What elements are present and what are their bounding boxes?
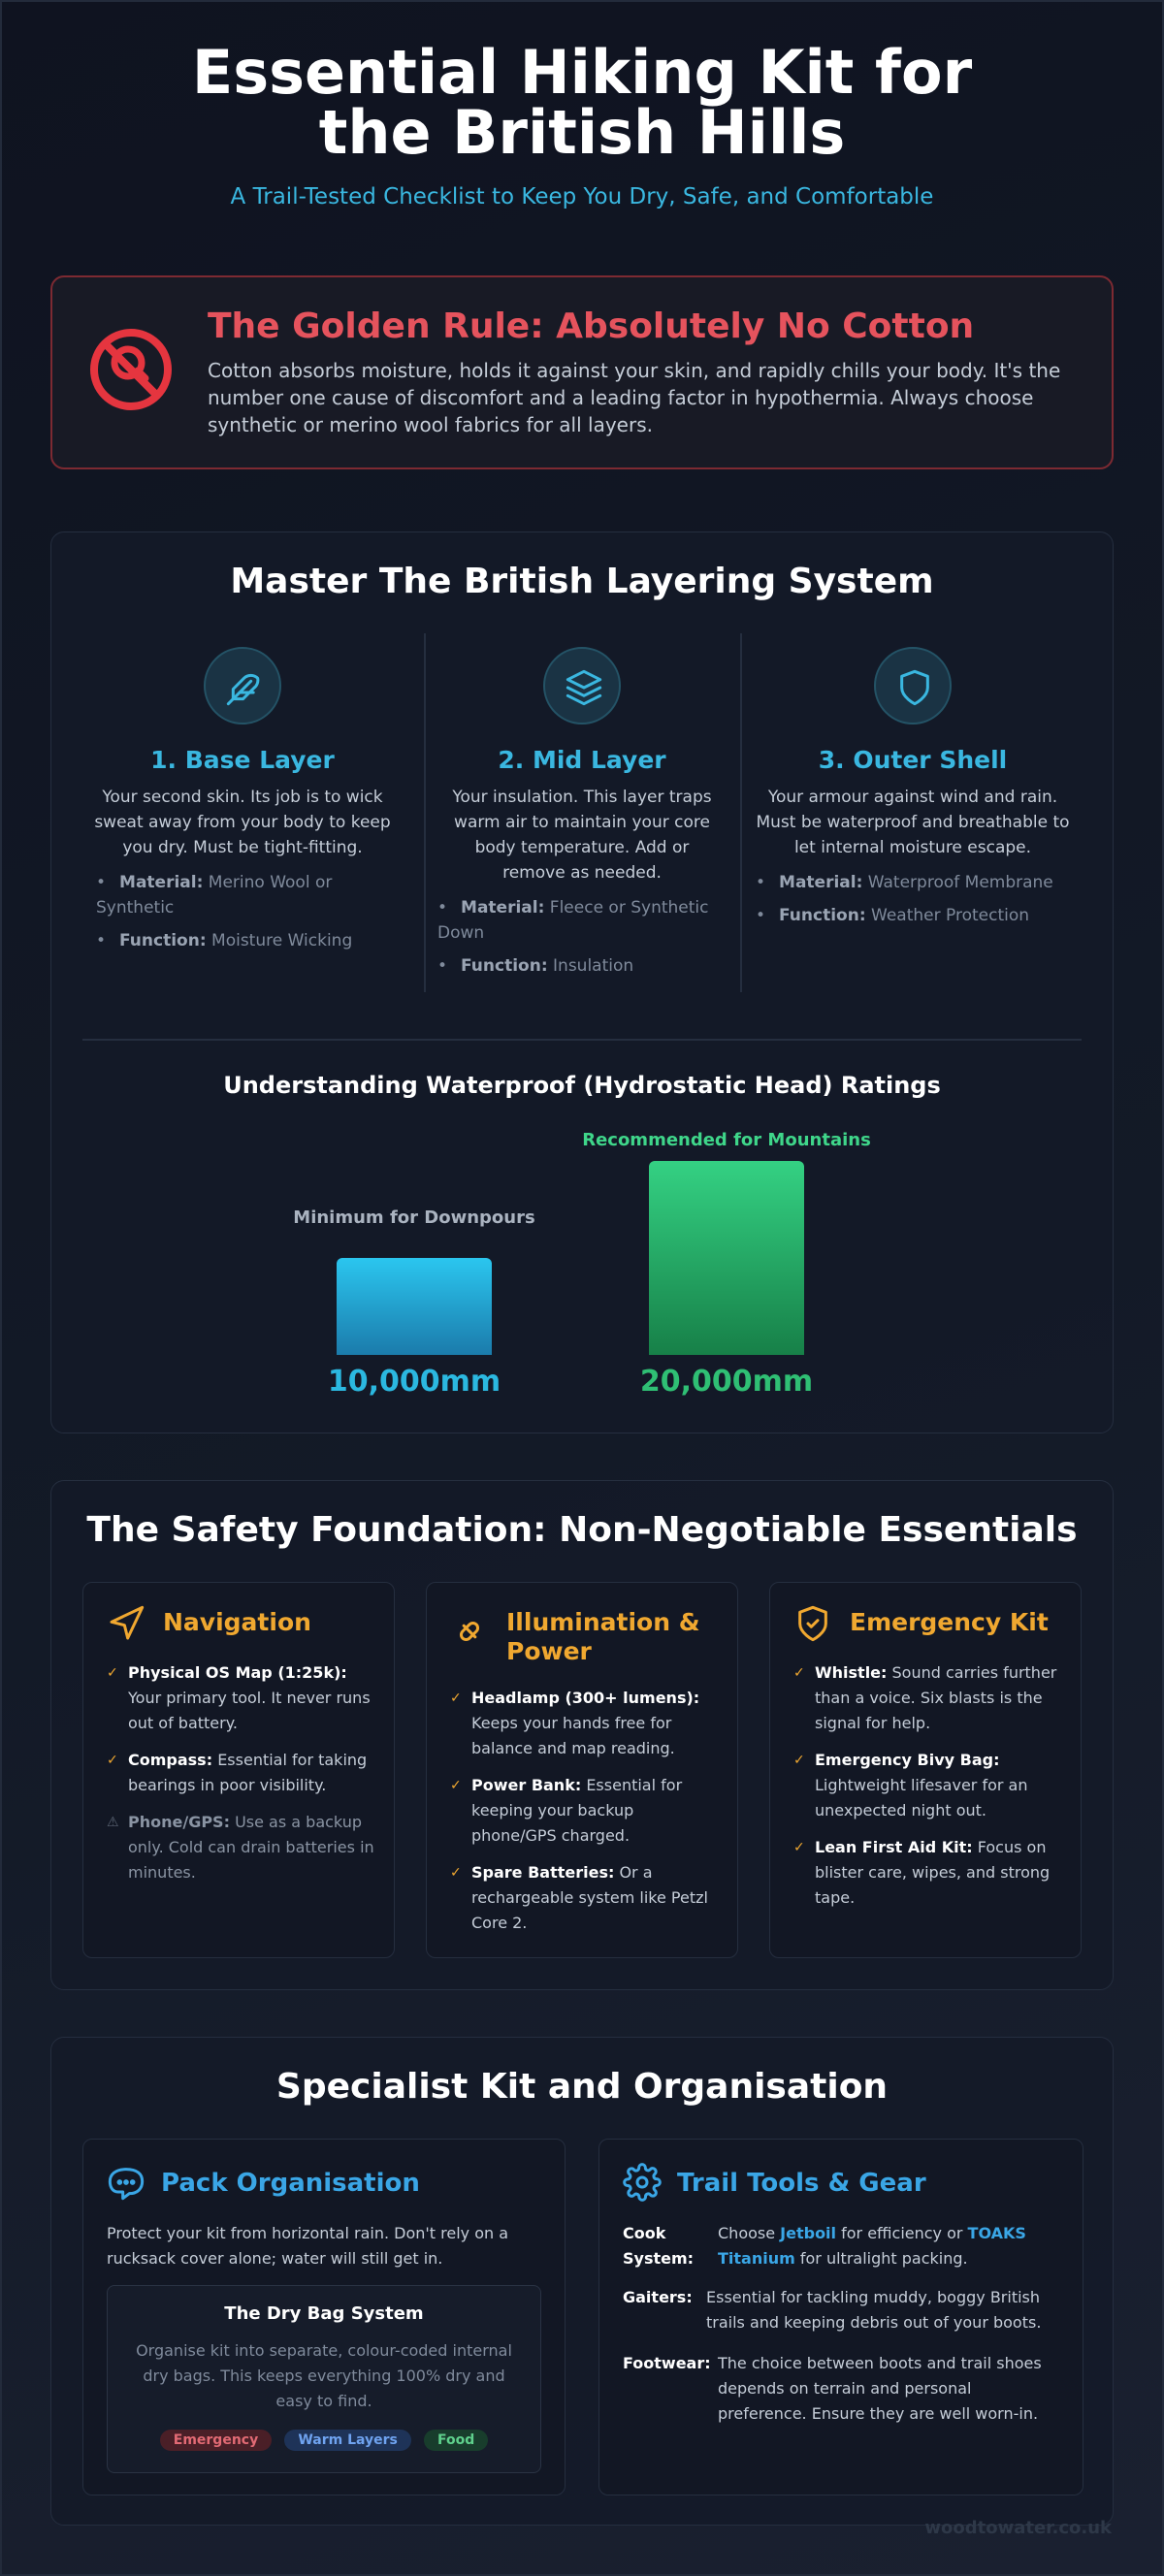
layers-icon	[543, 647, 621, 724]
list-item: ✓ Power Bank: Essential for keeping your backup phone/GPS charged.	[450, 1773, 720, 1849]
check-icon: ✓	[793, 1753, 805, 1768]
list-item: • Function: Moisture Wicking	[96, 931, 353, 950]
waterproof-bar	[337, 1258, 492, 1355]
list-item: • Material: Fleece or Synthetic Down	[437, 898, 709, 943]
mid-layer-description: Your insulation. This layer traps warm air to maintain your core body temperature. Add or remove as needed.	[452, 788, 712, 883]
illumination-list	[450, 1686, 720, 1948]
gear-icon	[623, 2163, 662, 2202]
waterproof-bar-label: Recommended for Mountains	[582, 1130, 871, 1150]
cook-system-row	[623, 2221, 1059, 2275]
list-item: ✓ Headlamp (300+ lumens): Keeps your hands free for balance and map reading.	[450, 1686, 720, 1761]
base-layer-column	[82, 629, 403, 979]
pack-organisation-text: Protect your kit from horizontal rain. Don't rely on a rucksack cover alone; water will still get in.	[107, 2224, 509, 2268]
waterproof-value: 20,000mm	[639, 1365, 814, 1399]
waterproof-title: Understanding Waterproof (Hydrostatic Head) Ratings	[223, 1072, 941, 1099]
golden-rule-card	[50, 275, 1114, 469]
dry-bag-box	[107, 2285, 541, 2473]
outer-shell-description: Your armour against wind and rain. Must be waterproof and breathable to let internal moisture escape.	[756, 788, 1070, 857]
outer-shell-specs	[756, 870, 1074, 936]
pack-organisation-title: Pack Organisation	[161, 2169, 420, 2198]
tag-emergency: Emergency	[160, 2430, 272, 2451]
waterproof-bar	[649, 1161, 804, 1355]
navigation-title: Navigation	[163, 1608, 311, 1636]
check-icon: ✓	[793, 1665, 805, 1681]
outer-shell-column	[742, 629, 1083, 979]
list-item: ⚠ Phone/GPS: Use as a backup only. Cold can drain batteries in minutes.	[107, 1810, 376, 1885]
outer-shell-name: 3. Outer Shell	[818, 746, 1008, 774]
feather-icon	[204, 647, 281, 724]
footwear-label: Footwear:	[623, 2354, 711, 2372]
list-item: • Material: Waterproof Membrane	[756, 873, 1053, 892]
check-icon: ✓	[450, 1690, 462, 1706]
gaiters-row	[623, 2285, 1059, 2339]
section-divider	[82, 1039, 1082, 1041]
illumination-card	[426, 1582, 738, 1958]
cook-system-label: Cook System:	[623, 2224, 695, 2268]
layering-title: Master The British Layering System	[230, 562, 934, 601]
check-icon: ✓	[793, 1840, 805, 1855]
page-header	[0, 37, 1164, 209]
shield-check-icon	[793, 1604, 832, 1643]
mid-layer-specs	[437, 895, 730, 986]
list-item: • Material: Merino Wool or Synthetic	[96, 873, 333, 918]
base-layer-description: Your second skin. Its job is to wick sweat away from your body to keep you dry. Must be tight-fitting.	[94, 788, 391, 857]
page-title: Essential Hiking Kit for the British Hills	[191, 37, 973, 168]
specialist-section	[50, 2037, 1114, 2526]
check-icon: ✓	[450, 1865, 462, 1881]
list-item: ✓ Spare Batteries: Or a rechargeable system like Petzl Core 2.	[450, 1860, 720, 1936]
list-item: ✓ Whistle: Sound carries further than a voice. Six blasts is the signal for help.	[793, 1660, 1063, 1736]
no-cotton-icon	[87, 326, 175, 413]
golden-rule-text: Cotton absorbs moisture, holds it against your skin, and rapidly chills your body. It's the number one cause of discomfort and a leading factor in hypothermia. Always choose synthetic or merino wool fabrics for all layers.	[208, 359, 1061, 436]
list-item: ✓ Compass: Essential for taking bearings in poor visibility.	[107, 1748, 376, 1798]
waterproof-value: 10,000mm	[327, 1365, 501, 1399]
base-layer-name: 1. Base Layer	[150, 746, 335, 774]
list-item: ✓ Physical OS Map (1:25k): Your primary tool. It never runs out of battery.	[107, 1660, 376, 1736]
mid-layer-column	[424, 629, 740, 979]
trail-tools-card	[598, 2139, 1083, 2496]
footwear-row	[623, 2351, 1059, 2429]
list-item: • Function: Weather Protection	[756, 906, 1030, 925]
safety-title: The Safety Foundation: Non-Negotiable Essentials	[86, 1510, 1078, 1550]
page-subtitle: A Trail-Tested Checklist to Keep You Dry, Safe, and Comfortable	[230, 184, 934, 209]
illumination-title: Illumination & Power	[506, 1608, 700, 1665]
list-item: ✓ Emergency Bivy Bag: Lightweight lifesaver for an unexpected night out.	[793, 1748, 1063, 1823]
golden-rule-title: The Golden Rule: Absolutely No Cotton	[208, 306, 975, 346]
pack-organisation-card	[82, 2139, 566, 2496]
footer-brand: woodtowater.co.uk	[924, 2518, 1112, 2538]
check-icon: ✓	[107, 1665, 118, 1681]
emergency-title: Emergency Kit	[850, 1608, 1049, 1636]
navigation-arrow-icon	[107, 1604, 146, 1643]
gaiters-text: Essential for tackling muddy, boggy British trails and keeping debris out of your boots.	[706, 2288, 1042, 2332]
base-layer-specs	[96, 870, 393, 961]
dry-bag-title: The Dry Bag System	[224, 2303, 424, 2324]
tag-warm-layers: Warm Layers	[284, 2430, 411, 2451]
safety-section	[50, 1480, 1114, 1990]
dry-bag-tags	[108, 2430, 540, 2451]
layering-section	[50, 531, 1114, 1433]
emergency-list	[793, 1660, 1063, 1922]
tag-food: Food	[424, 2430, 488, 2451]
warning-icon: ⚠	[107, 1815, 119, 1830]
navigation-list	[107, 1660, 376, 1897]
gaiters-label: Gaiters:	[623, 2288, 693, 2306]
dry-bag-text: Organise kit into separate, colour-coded internal dry bags. This keeps everything 100% dry and easy to find.	[136, 2341, 512, 2410]
waterproof-bar-label: Minimum for Downpours	[293, 1208, 535, 1228]
mid-layer-name: 2. Mid Layer	[498, 746, 666, 774]
check-icon: ✓	[107, 1753, 118, 1768]
flashlight-icon	[450, 1612, 489, 1651]
check-icon: ✓	[450, 1778, 462, 1793]
list-item: • Function: Insulation	[437, 956, 634, 976]
chat-bubble-icon	[107, 2163, 146, 2202]
specialist-title: Specialist Kit and Organisation	[275, 2067, 889, 2107]
footwear-text: The choice between boots and trail shoes depends on terrain and personal preference. Ensure they are well worn-in.	[718, 2354, 1042, 2423]
list-item: ✓ Lean First Aid Kit: Focus on blister care, wipes, and strong tape.	[793, 1835, 1063, 1911]
shield-icon	[874, 647, 952, 724]
navigation-card	[82, 1582, 395, 1958]
trail-tools-title: Trail Tools & Gear	[677, 2169, 926, 2198]
emergency-card	[769, 1582, 1082, 1958]
cook-system-text: Choose Jetboil for efficiency or TOAKS Titanium for ultralight packing.	[718, 2224, 1026, 2268]
